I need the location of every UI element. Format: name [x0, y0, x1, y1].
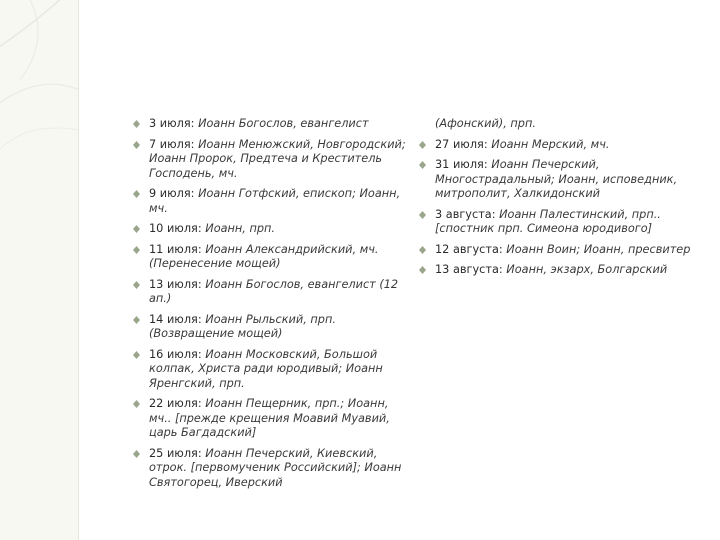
bullet-icon	[419, 246, 426, 254]
date-label: 11 июля	[149, 242, 198, 256]
saint-description: (Афонский), прп.	[435, 117, 536, 130]
saint-description: Иоанн, экзарх, Болгарский	[506, 263, 668, 276]
list-item	[133, 447, 408, 491]
saint-description: Иоанн Московский, Большой колпак, Христа ради юродивый; Иоанн Яренгский, прп.	[149, 347, 383, 390]
bullet-icon	[419, 141, 426, 149]
list-item	[419, 243, 694, 258]
date-label: 27 июля	[435, 137, 484, 151]
bullet-icon	[133, 141, 140, 149]
separator: :	[498, 242, 507, 256]
saint-description: Иоанн Мерский, мч.	[491, 137, 610, 151]
bullet-icon	[133, 120, 140, 128]
list-item	[133, 278, 408, 307]
list-item	[133, 222, 408, 237]
date-label: 10 июля	[149, 222, 198, 235]
date-label: 14 июля	[149, 312, 198, 326]
bullet-icon	[133, 246, 140, 254]
bullet-icon	[133, 316, 140, 324]
saint-description: Иоанн Готфский, епископ; Иоанн, мч.	[149, 187, 401, 215]
saint-description: Иоанн Александрийский, мч. (Перенесение мощей)	[149, 242, 379, 270]
bullet-icon	[133, 190, 140, 198]
date-label: 13 июля	[149, 277, 198, 291]
bullet-icon	[133, 400, 140, 408]
separator: :	[197, 446, 206, 460]
separator: :	[197, 222, 206, 235]
bullet-icon	[419, 161, 426, 169]
separator: :	[197, 312, 206, 326]
separator: :	[190, 117, 199, 130]
separator: :	[498, 263, 507, 276]
date-label: 7 июля	[149, 137, 191, 151]
separator: :	[483, 158, 492, 171]
list-item	[419, 158, 694, 202]
bullet-icon	[419, 211, 426, 219]
date-label: 13 августа	[435, 263, 499, 276]
date-label: 25 июля	[149, 446, 198, 460]
list-item	[133, 117, 408, 132]
list-item	[133, 138, 408, 182]
date-label: 31 июля	[435, 158, 484, 171]
date-label: 9 июля	[149, 187, 191, 200]
date-label: 12 августа	[435, 242, 499, 256]
date-label: 16 июля	[149, 347, 198, 361]
separator: :	[190, 137, 199, 151]
list-item	[133, 348, 408, 392]
saint-description: Иоанн Менюжский, Новгородский; Иоанн Пророк, Предтеча и Креститель Господень, мч.	[149, 137, 406, 180]
saint-description: Иоанн Воин; Иоанн, пресвитер	[506, 242, 691, 256]
date-label: 22 июля	[149, 397, 198, 410]
list-left-column	[133, 117, 408, 496]
separator: :	[197, 277, 206, 291]
list-item	[133, 243, 408, 272]
saint-description: Иоанн Пещерник, прп.; Иоанн, мч.. [прежде крещения Моавий Муавий, царь Багдадский]	[149, 397, 390, 439]
date-label: 3 августа	[435, 207, 492, 221]
separator: :	[197, 242, 206, 256]
date-label: 3 июля	[149, 117, 191, 130]
list-item	[419, 208, 694, 237]
list-item-continuation	[419, 117, 694, 132]
bullet-icon	[133, 225, 140, 233]
separator: :	[197, 347, 206, 361]
bullet-icon	[133, 450, 140, 458]
list-item	[419, 138, 694, 153]
separator: :	[197, 397, 206, 410]
saint-description: Иоанн Палестинский, прп.. [спостник прп. Симеона юродивого]	[435, 207, 661, 235]
bullet-icon	[133, 351, 140, 359]
list-item	[133, 187, 408, 216]
separator: :	[483, 137, 492, 151]
list-item	[419, 263, 694, 278]
saint-description: Иоанн Печерский, Киевский, отрок. [первомученик Российский]; Иоанн Святогорец, Иверский	[149, 446, 402, 489]
saint-description: Иоанн, прп.	[205, 222, 276, 235]
list-right-column	[419, 117, 694, 284]
separator: :	[491, 207, 500, 221]
list-item	[133, 313, 408, 342]
decorative-swirl	[0, 0, 78, 200]
sidebar-divider	[78, 0, 79, 540]
bullet-icon	[419, 266, 426, 274]
saint-description: Иоанн Богослов, евангелист (12 ап.)	[149, 277, 399, 305]
list-item	[133, 397, 408, 441]
saint-description: Иоанн Богослов, евангелист	[198, 117, 369, 130]
saint-description: Иоанн Печерский, Многострадальный; Иоанн, исповедник, митрополит, Халкидонский	[435, 158, 678, 200]
saint-description: Иоанн Рыльский, прп. (Возвращение мощей)	[149, 312, 336, 340]
separator: :	[190, 187, 199, 200]
bullet-icon	[133, 281, 140, 289]
